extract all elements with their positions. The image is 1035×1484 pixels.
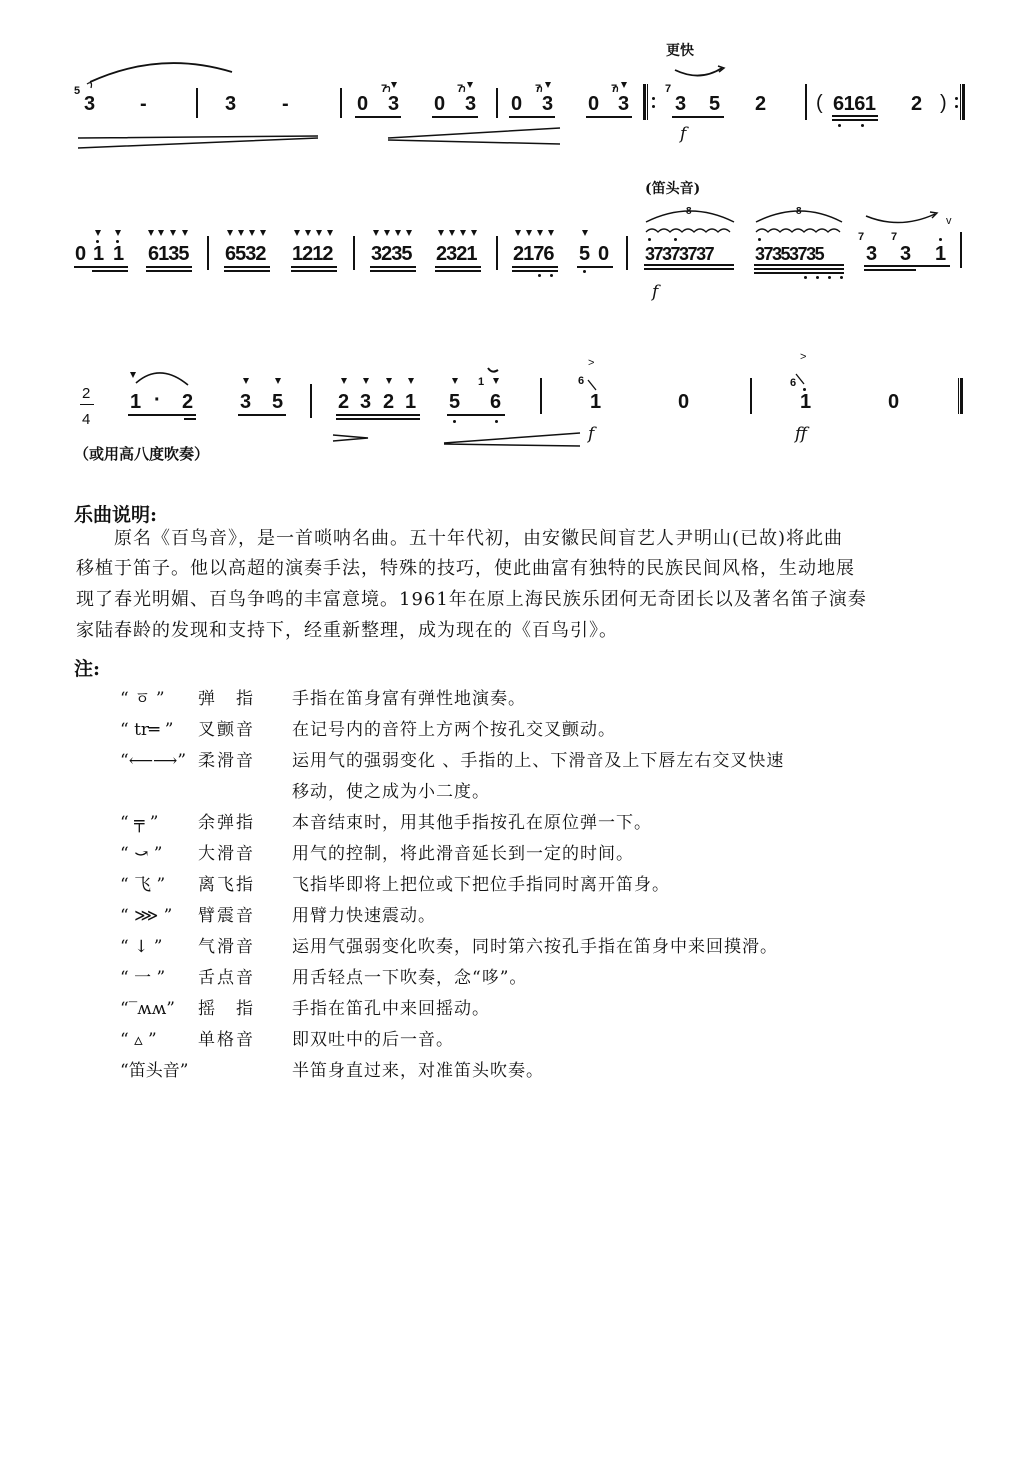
description-line: 现了春光明媚、百鸟争鸣的丰富意境。1961年在原上海民族乐团何无奇团长以及著名笛子演奏 [76,589,867,610]
note: 1 [113,243,125,265]
barline [310,384,312,418]
note: 2 [383,391,395,413]
note: 3 [84,93,96,115]
grace-note: 7 [665,83,672,95]
note: 3 [360,391,372,413]
description-line: 家陆春龄的发现和支持下，经重新整理，成为现在的《百鸟引》。 [76,620,618,641]
grace-note: 1 [478,376,485,388]
augmentation-dot: · [154,389,161,411]
grace-note: 7 [457,83,464,95]
residual-tap-symbol-icon: “ ╤ ” [120,813,159,833]
note: 0 [434,93,446,115]
legend-item [120,683,526,715]
legend-item [120,962,528,994]
breath-mark: v [946,215,952,227]
legend-item [120,993,490,1025]
legend-desc: 用臂力快速震动。 [292,906,436,926]
note: 5 [449,391,461,413]
note-group: 3235 [371,243,412,265]
accent-mark: > [588,357,595,369]
description-heading: 乐曲说明: [74,504,158,526]
legend-term: 大滑音 [198,844,255,864]
rest: 0 [678,391,690,413]
note: 3 [542,93,554,115]
dynamic-mark: f [588,424,595,444]
note-group: 2321 [436,243,477,265]
legend-term: 舌点音 [198,968,255,988]
open-paren: ( [816,92,823,114]
legend-desc: 本音结束时，用其他手指按孔在原位弹一下。 [292,813,652,833]
grace-note: 7 [381,83,388,95]
grace-note: 7 [535,83,542,95]
note: 5 [709,93,721,115]
note: 5 [272,391,284,413]
legend-item [120,807,652,839]
accent-mark: > [800,351,807,363]
grace-note: 7 [611,83,618,95]
flute-head-term: “笛头音” [120,1061,189,1081]
arm-vibrato-symbol-icon: “ ⋙ ” [120,906,173,926]
legend-item [120,869,670,901]
note: 3 [866,243,878,265]
legend-term: 余弹指 [198,813,255,833]
legend-desc: 手指在笛身富有弹性地演奏。 [292,689,526,709]
legend-term: 摇 指 [198,999,255,1019]
note: 2 [911,93,923,115]
close-paren: ) [940,92,947,114]
legend-desc: 用舌轻点一下吹奏，念“哆”。 [292,968,528,988]
note: 1 [130,391,142,413]
trill-symbol-icon: “ tr═ ” [120,720,174,740]
note: 3 [465,93,477,115]
note: 5 [579,243,591,265]
note: 3 [900,243,912,265]
time-signature-top: 2 [82,385,91,402]
tan-zhi-symbol-icon: “ ㆆ ” [120,689,165,709]
legend-desc: 在记号内的音符上方两个按孔交叉颤动。 [292,720,616,740]
big-glide-symbol-icon: “ ⤻ ” [120,844,163,864]
legend-term: 单格音 [198,1030,255,1050]
grace-note: 7 [858,231,865,243]
legend-item [120,931,778,963]
grace-note: 6 [790,377,797,389]
note: 0 [511,93,523,115]
note: 1 [93,243,105,265]
note: 0 [357,93,369,115]
note-group: 37353735 [755,244,824,264]
note: 3 [618,93,630,115]
note-group: 6532 [225,243,266,265]
note: 0 [75,243,87,265]
dash: - [140,93,147,115]
note: 2 [755,93,767,115]
legend-term: 叉颤音 [198,720,255,740]
dash: - [282,93,289,115]
note-group: 2176 [513,243,554,265]
legend-desc: 移动，使之成为小二度。 [292,782,490,802]
breath-glide-symbol-icon: “ ↓ ” [120,937,163,957]
rest: 0 [888,391,900,413]
tuplet-number: 8 [796,206,802,217]
note: 0 [598,243,610,265]
single-tongue-symbol-icon: “ ▵ ” [120,1030,157,1050]
barline [750,378,752,414]
time-signature-bottom: 4 [82,411,91,428]
tuplet-number: 8 [686,206,692,217]
legend-term: 弹 指 [198,689,255,709]
legend-desc: 飞指毕即将上把位或下把位手指同时离开笛身。 [292,875,670,895]
legend-desc: 半笛身直过来，对准笛头吹奏。 [292,1061,544,1081]
note: 3 [240,391,252,413]
barline [540,378,542,414]
note-group: 37373737 [645,244,714,264]
note: 3 [675,93,687,115]
legend-term: 臂震音 [198,906,255,926]
note: 1 [590,391,602,413]
grace-note: 6 [578,375,585,387]
note: 1 [935,243,947,265]
legend-item [120,1024,454,1056]
note: 2 [338,391,350,413]
note: 2 [182,391,194,413]
legend-term: 气滑音 [198,937,255,957]
note: 3 [388,93,400,115]
dynamic-mark: f [652,282,659,302]
legend-desc: 运用气强弱变化吹奏，同时第六按孔手指在笛身中来回摸滑。 [292,937,778,957]
note: 1 [405,391,417,413]
legend-item [120,714,616,746]
legend-desc: 用气的控制，将此滑音延长到一定的时间。 [292,844,634,864]
legend-desc: 运用气的强弱变化 、手指的上、下滑音及上下唇左右交叉快速 [292,751,785,771]
dynamic-mark: f [680,124,687,144]
legend-desc: 手指在笛孔中来回摇动。 [292,999,490,1019]
dynamic-mark: ff [795,424,808,444]
soft-glide-symbol-icon: “⟵⟶” [120,751,187,771]
legend-heading: 注: [74,658,101,680]
note: 6 [490,391,502,413]
legend-term: 柔滑音 [198,751,255,771]
note: 0 [588,93,600,115]
note-group: 6161 [833,93,876,115]
legend-item [120,838,634,870]
legend-item [120,900,436,932]
final-barline [958,378,963,414]
description-line: 移植于笛子。他以高超的演奏手法，特殊的技巧，使此曲富有独特的民族民间风格，生动地展 [76,558,855,579]
octave-footnote: （或用高八度吹奏） [74,445,210,463]
shake-finger-symbol-icon: “‾ʍʍ” [120,999,175,1019]
legend-item [120,745,785,777]
legend-term: 离飞指 [198,875,255,895]
note-group: 1212 [292,243,333,265]
note-group: 6135 [148,243,189,265]
grace-note: 7 [891,231,898,243]
legend-item [120,1055,544,1087]
tempo-mark: 更快 [666,43,694,59]
legend-desc: 即双吐中的后一音。 [292,1030,454,1050]
flying-finger-symbol-icon: “ 飞 ” [120,875,166,895]
tongue-tap-symbol-icon: “ 一 ” [120,968,166,988]
description-line: 原名《百鸟音》，是一首唢呐名曲。五十年代初，由安徽民间盲艺人尹明山(已故)将此曲 [114,528,844,549]
annotation-flute-head: (笛头音) [645,181,701,197]
note: 3 [225,93,237,115]
note: 1 [800,391,812,413]
grace-note: 5 [74,85,81,97]
